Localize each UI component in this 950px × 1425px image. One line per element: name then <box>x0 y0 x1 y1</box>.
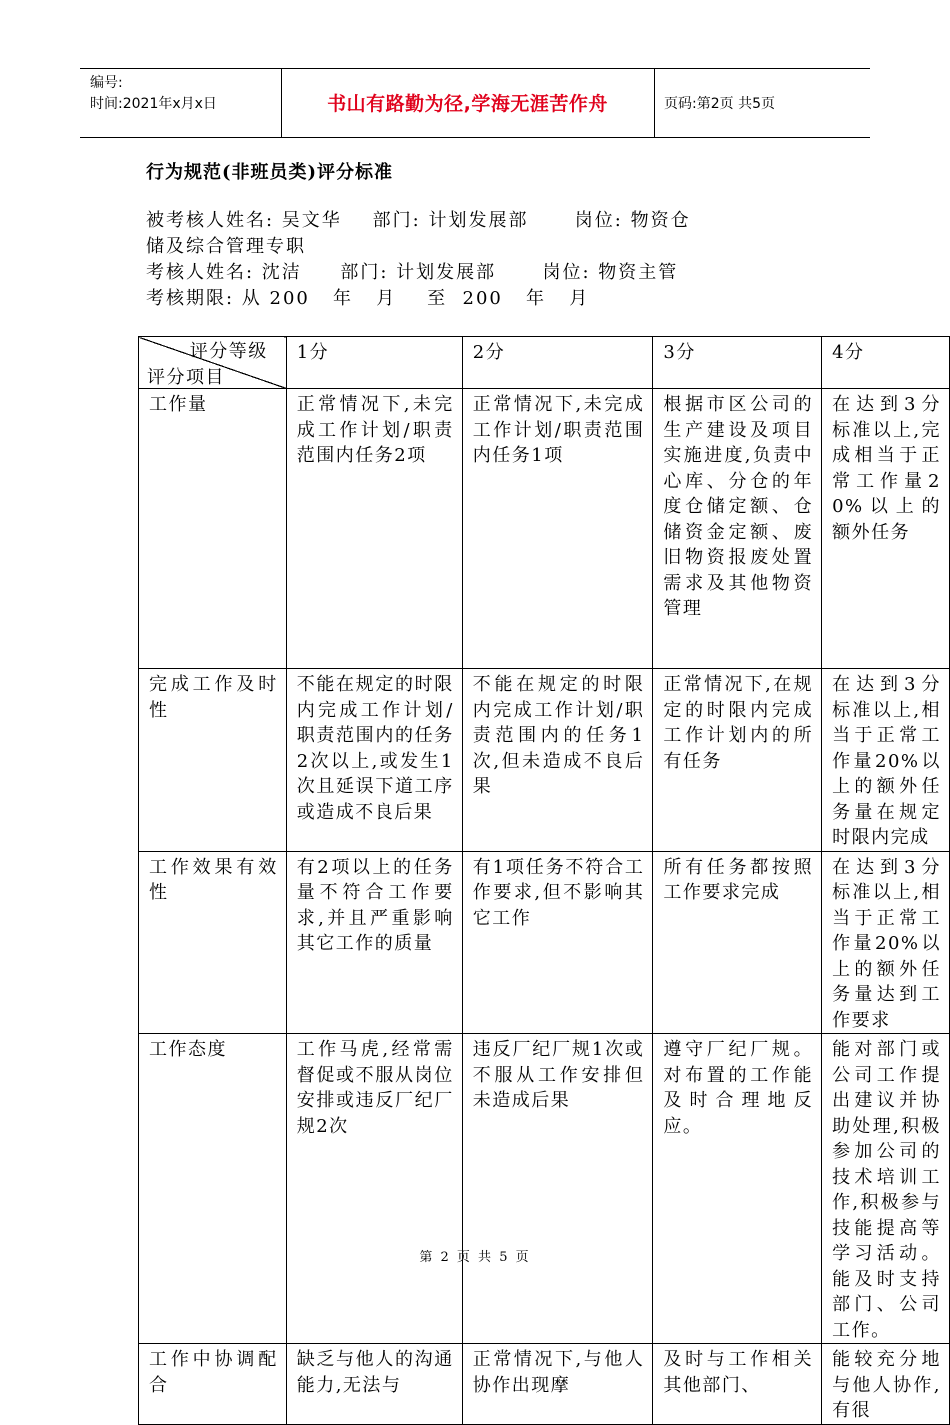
document-title: 行为规范(非班员类)评分标准 <box>146 162 394 183</box>
score-4-cell: 在达到3分标准以上,完成相当于正常工作量20%以上的额外任务 <box>822 389 950 669</box>
score-2-cell: 不能在规定的时限内完成工作计划/职责范围内的任务1次,但未造成不良后果 <box>462 669 653 852</box>
score-3-cell: 正常情况下,在规定的时限内完成工作计划内的所有任务 <box>653 669 822 852</box>
page-footer: 第 2 页 共 5 页 <box>419 1250 531 1265</box>
table-row <box>139 851 950 1034</box>
number-label: 编号: <box>90 75 123 91</box>
info-line-examinee: 被考核人姓名: 吴文华 部门: 计划发展部 岗位: 物资仓 <box>146 210 691 231</box>
score-3-cell: 所有任务都按照工作要求完成 <box>653 851 822 1034</box>
score-3-header: 3分 <box>653 337 822 389</box>
info-line-period: 考核期限: 从 200 年 月 至 200 年 月 <box>146 288 590 309</box>
score-3-cell: 及时与工作相关其他部门、 <box>653 1344 822 1425</box>
score-2-header: 2分 <box>462 337 653 389</box>
score-4-cell: 能对部门或公司工作提出建议并协助处理,积极参加公司的技术培训工作,积极参与技能提高等学习活动。能及时支持部门、公司工作。 <box>822 1034 950 1344</box>
score-4-cell: 在达到3分标准以上,相当于正常工作量20%以上的额外任务量在规定时限内完成 <box>822 669 950 852</box>
score-1-cell: 正常情况下,未完成工作计划/职责范围内任务2项 <box>286 389 462 669</box>
score-3-cell: 遵守厂纪厂规。对布置的工作能及时合理地反应。 <box>653 1034 822 1344</box>
score-1-cell: 工作马虎,经常需督促或不服从岗位安排或违反厂纪厂规2次 <box>286 1034 462 1344</box>
score-1-cell: 缺乏与他人的沟通能力,无法与 <box>286 1344 462 1425</box>
time-label: 时间:2021年x月x日 <box>90 96 217 112</box>
score-4-cell: 在达到3分标准以上,相当于正常工作量20%以上的额外任务量达到工作要求 <box>822 851 950 1034</box>
header-divider <box>654 69 655 137</box>
table-row <box>139 1344 950 1425</box>
table-row <box>139 669 950 852</box>
info-line-position-cont: 储及综合管理专职 <box>146 236 306 257</box>
item-cell: 工作中协调配合 <box>139 1344 287 1425</box>
diagonal-header-cell <box>139 337 287 389</box>
score-2-cell: 正常情况下,与他人协作出现摩 <box>462 1344 653 1425</box>
table-row <box>139 389 950 669</box>
score-2-cell: 有1项任务不符合工作要求,但不影响其它工作 <box>462 851 653 1034</box>
grade-label: 评分等级 <box>189 341 268 362</box>
item-cell: 完成工作及时性 <box>139 669 287 852</box>
score-2-cell: 正常情况下,未完成工作计划/职责范围内任务1项 <box>462 389 653 669</box>
item-label: 评分项目 <box>147 366 225 388</box>
info-line-examiner: 考核人姓名: 沈洁 部门: 计划发展部 岗位: 物资主管 <box>146 262 679 283</box>
table-header-row <box>139 337 950 389</box>
header-slogan: 书山有路勤为径,学海无涯苦作舟 <box>327 93 608 115</box>
score-2-cell: 违反厂纪厂规1次或不服从工作安排但未造成后果 <box>462 1034 653 1344</box>
score-1-cell: 有2项以上的任务量不符合工作要求,并且严重影响其它工作的质量 <box>286 851 462 1034</box>
item-cell: 工作量 <box>139 389 287 669</box>
score-4-cell: 能较充分地与他人协作,有很 <box>822 1344 950 1425</box>
document-header <box>80 68 870 138</box>
table-row <box>139 1034 950 1344</box>
score-4-header: 4分 <box>822 337 950 389</box>
page-number-label: 页码:第2页 共5页 <box>664 96 775 112</box>
header-meta <box>90 73 280 115</box>
score-1-header: 1分 <box>286 337 462 389</box>
item-cell: 工作效果有效性 <box>139 851 287 1034</box>
item-cell: 工作态度 <box>139 1034 287 1344</box>
score-3-cell: 根据市区公司的生产建设及项目实施进度,负责中心库、分仓的年度仓储定额、仓储资金定额、废旧物资报废处置需求及其他物资管理 <box>653 389 822 669</box>
score-1-cell: 不能在规定的时限内完成工作计划/职责范围内的任务2次以上,或发生1次且延误下道工序或造成不良后果 <box>286 669 462 852</box>
